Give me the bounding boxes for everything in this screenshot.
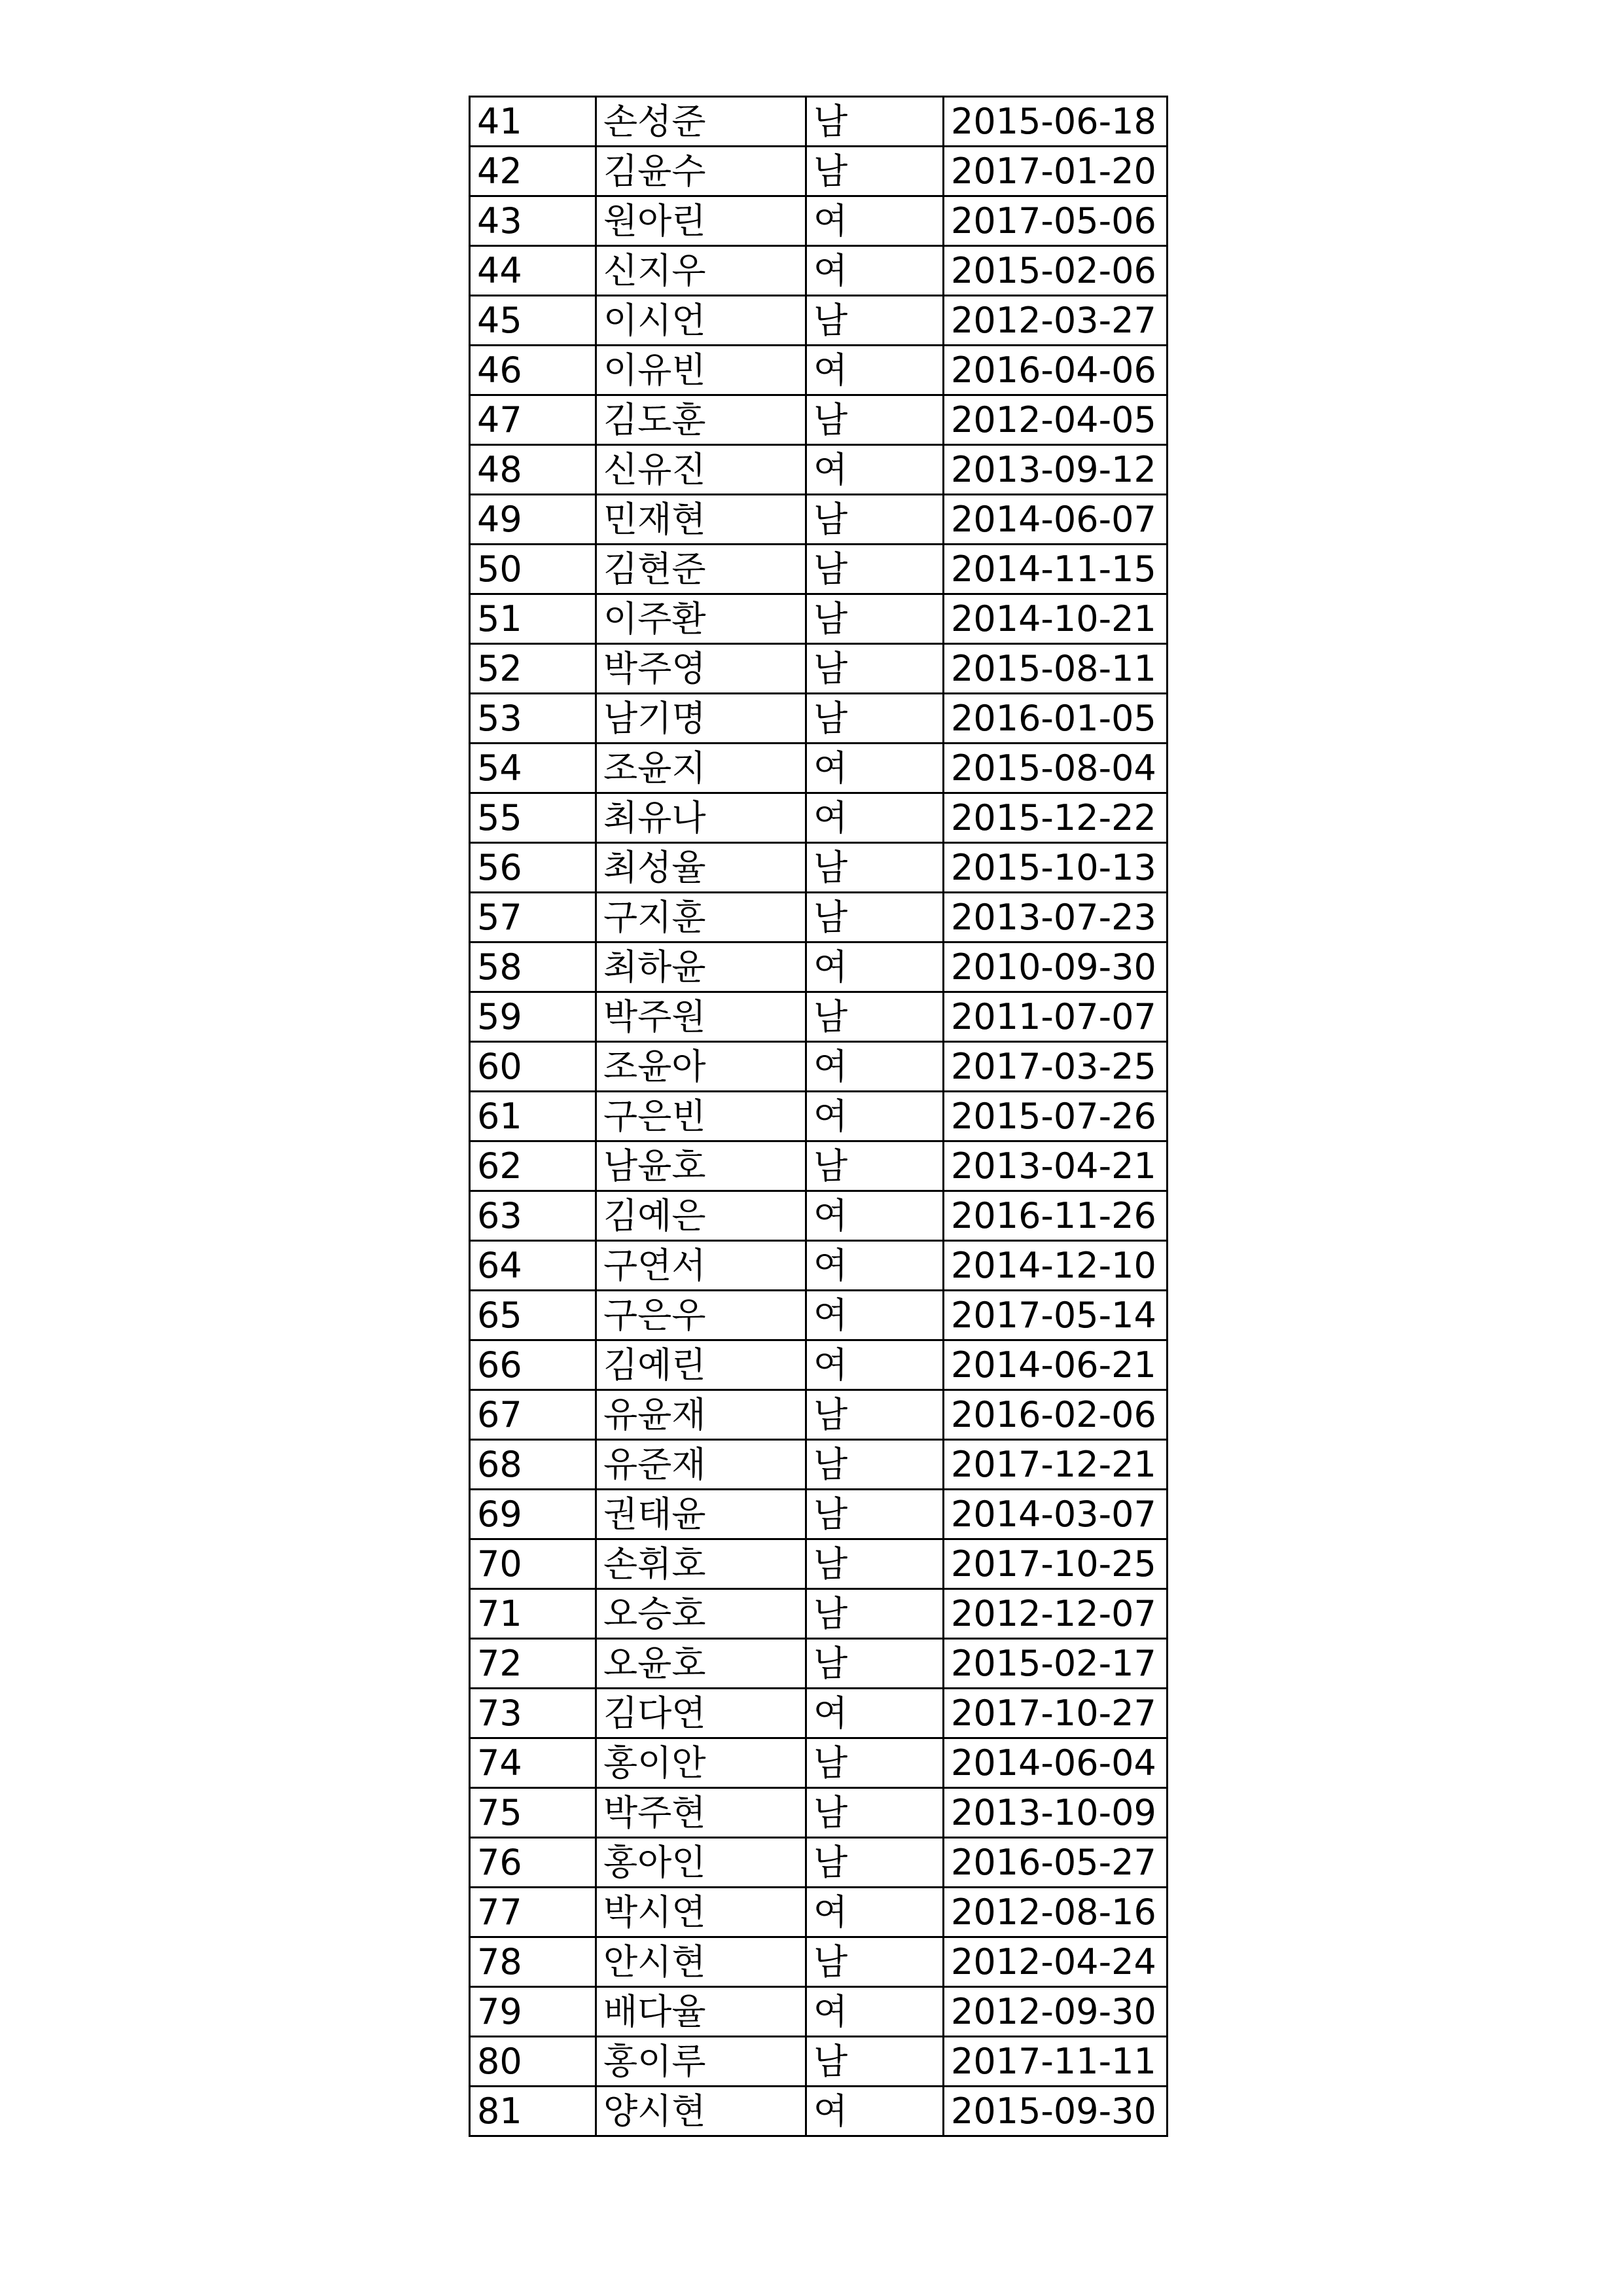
row-number-cell: 49 <box>470 495 596 545</box>
student-name-cell: 배다율 <box>596 1987 806 2037</box>
student-name-cell: 오윤호 <box>596 1639 806 1689</box>
birth-date-cell: 2017-03-25 <box>944 1042 1168 1092</box>
table-row <box>470 1291 1168 1340</box>
gender-cell: 여 <box>806 1092 944 1141</box>
student-name-cell: 홍이루 <box>596 2037 806 2087</box>
student-name-cell: 김현준 <box>596 545 806 594</box>
table-row <box>470 1191 1168 1241</box>
student-name-cell: 신유진 <box>596 445 806 495</box>
student-name-cell: 손휘호 <box>596 1539 806 1589</box>
gender-cell: 남 <box>806 147 944 196</box>
row-number-cell: 60 <box>470 1042 596 1092</box>
student-name-cell: 이유빈 <box>596 346 806 395</box>
student-name-cell: 손성준 <box>596 97 806 147</box>
table-row <box>470 1440 1168 1490</box>
table-row <box>470 1241 1168 1291</box>
table-row <box>470 2037 1168 2087</box>
row-number-cell: 71 <box>470 1589 596 1639</box>
table-row <box>470 346 1168 395</box>
gender-cell: 남 <box>806 1490 944 1539</box>
row-number-cell: 53 <box>470 694 596 744</box>
row-number-cell: 63 <box>470 1191 596 1241</box>
birth-date-cell: 2016-02-06 <box>944 1390 1168 1440</box>
birth-date-cell: 2017-10-27 <box>944 1689 1168 1738</box>
student-name-cell: 구지훈 <box>596 893 806 942</box>
gender-cell: 남 <box>806 1539 944 1589</box>
gender-cell: 남 <box>806 992 944 1042</box>
gender-cell: 남 <box>806 694 944 744</box>
table-row <box>470 744 1168 793</box>
gender-cell: 여 <box>806 196 944 246</box>
table-row <box>470 147 1168 196</box>
student-name-cell: 최유나 <box>596 793 806 843</box>
student-name-cell: 박주영 <box>596 644 806 694</box>
birth-date-cell: 2010-09-30 <box>944 942 1168 992</box>
row-number-cell: 78 <box>470 1937 596 1987</box>
row-number-cell: 48 <box>470 445 596 495</box>
birth-date-cell: 2017-12-21 <box>944 1440 1168 1490</box>
gender-cell: 남 <box>806 1838 944 1888</box>
gender-cell: 남 <box>806 893 944 942</box>
row-number-cell: 64 <box>470 1241 596 1291</box>
student-name-cell: 이시언 <box>596 296 806 346</box>
gender-cell: 여 <box>806 445 944 495</box>
gender-cell: 남 <box>806 843 944 893</box>
student-name-cell: 원아린 <box>596 196 806 246</box>
gender-cell: 남 <box>806 1141 944 1191</box>
birth-date-cell: 2015-06-18 <box>944 97 1168 147</box>
gender-cell: 남 <box>806 1390 944 1440</box>
student-name-cell: 구은빈 <box>596 1092 806 1141</box>
birth-date-cell: 2016-11-26 <box>944 1191 1168 1241</box>
birth-date-cell: 2013-09-12 <box>944 445 1168 495</box>
gender-cell: 남 <box>806 1440 944 1490</box>
student-name-cell: 박주현 <box>596 1788 806 1838</box>
student-name-cell: 박시연 <box>596 1888 806 1937</box>
gender-cell: 남 <box>806 545 944 594</box>
birth-date-cell: 2012-03-27 <box>944 296 1168 346</box>
row-number-cell: 46 <box>470 346 596 395</box>
gender-cell: 여 <box>806 1689 944 1738</box>
birth-date-cell: 2013-10-09 <box>944 1788 1168 1838</box>
row-number-cell: 47 <box>470 395 596 445</box>
gender-cell: 남 <box>806 1788 944 1838</box>
student-name-cell: 민재현 <box>596 495 806 545</box>
birth-date-cell: 2013-04-21 <box>944 1141 1168 1191</box>
student-name-cell: 양시현 <box>596 2087 806 2136</box>
row-number-cell: 66 <box>470 1340 596 1390</box>
table-row <box>470 1141 1168 1191</box>
student-name-cell: 김다연 <box>596 1689 806 1738</box>
birth-date-cell: 2014-11-15 <box>944 545 1168 594</box>
student-name-cell: 조윤아 <box>596 1042 806 1092</box>
birth-date-cell: 2012-04-24 <box>944 1937 1168 1987</box>
birth-date-cell: 2015-08-11 <box>944 644 1168 694</box>
birth-date-cell: 2016-04-06 <box>944 346 1168 395</box>
row-number-cell: 68 <box>470 1440 596 1490</box>
student-name-cell: 남윤호 <box>596 1141 806 1191</box>
table-row <box>470 246 1168 296</box>
birth-date-cell: 2014-06-21 <box>944 1340 1168 1390</box>
student-name-cell: 안시현 <box>596 1937 806 1987</box>
birth-date-cell: 2012-04-05 <box>944 395 1168 445</box>
roster-table <box>469 96 1168 2137</box>
row-number-cell: 57 <box>470 893 596 942</box>
table-row <box>470 1639 1168 1689</box>
birth-date-cell: 2011-07-07 <box>944 992 1168 1042</box>
gender-cell: 남 <box>806 1639 944 1689</box>
gender-cell: 남 <box>806 296 944 346</box>
student-name-cell: 최하윤 <box>596 942 806 992</box>
gender-cell: 여 <box>806 744 944 793</box>
birth-date-cell: 2014-06-04 <box>944 1738 1168 1788</box>
row-number-cell: 59 <box>470 992 596 1042</box>
student-name-cell: 권태윤 <box>596 1490 806 1539</box>
birth-date-cell: 2015-09-30 <box>944 2087 1168 2136</box>
student-name-cell: 유윤재 <box>596 1390 806 1440</box>
gender-cell: 여 <box>806 1042 944 1092</box>
table-row <box>470 445 1168 495</box>
table-row <box>470 1340 1168 1390</box>
student-name-cell: 김예은 <box>596 1191 806 1241</box>
gender-cell: 여 <box>806 793 944 843</box>
row-number-cell: 45 <box>470 296 596 346</box>
row-number-cell: 58 <box>470 942 596 992</box>
student-name-cell: 김예린 <box>596 1340 806 1390</box>
student-name-cell: 홍이안 <box>596 1738 806 1788</box>
birth-date-cell: 2017-05-06 <box>944 196 1168 246</box>
gender-cell: 여 <box>806 942 944 992</box>
birth-date-cell: 2015-08-04 <box>944 744 1168 793</box>
row-number-cell: 80 <box>470 2037 596 2087</box>
table-row <box>470 1042 1168 1092</box>
row-number-cell: 76 <box>470 1838 596 1888</box>
table-row <box>470 296 1168 346</box>
table-row <box>470 196 1168 246</box>
table-row <box>470 2087 1168 2136</box>
birth-date-cell: 2015-02-06 <box>944 246 1168 296</box>
gender-cell: 남 <box>806 2037 944 2087</box>
gender-cell: 남 <box>806 1589 944 1639</box>
table-row <box>470 694 1168 744</box>
student-name-cell: 유준재 <box>596 1440 806 1490</box>
birth-date-cell: 2015-10-13 <box>944 843 1168 893</box>
gender-cell: 여 <box>806 1291 944 1340</box>
student-name-cell: 김도훈 <box>596 395 806 445</box>
row-number-cell: 56 <box>470 843 596 893</box>
row-number-cell: 52 <box>470 644 596 694</box>
table-row <box>470 1838 1168 1888</box>
gender-cell: 남 <box>806 594 944 644</box>
row-number-cell: 67 <box>470 1390 596 1440</box>
row-number-cell: 50 <box>470 545 596 594</box>
student-name-cell: 김윤수 <box>596 147 806 196</box>
gender-cell: 여 <box>806 2087 944 2136</box>
row-number-cell: 73 <box>470 1689 596 1738</box>
student-name-cell: 박주원 <box>596 992 806 1042</box>
birth-date-cell: 2017-01-20 <box>944 147 1168 196</box>
row-number-cell: 44 <box>470 246 596 296</box>
row-number-cell: 72 <box>470 1639 596 1689</box>
row-number-cell: 65 <box>470 1291 596 1340</box>
birth-date-cell: 2013-07-23 <box>944 893 1168 942</box>
row-number-cell: 41 <box>470 97 596 147</box>
birth-date-cell: 2017-10-25 <box>944 1539 1168 1589</box>
roster-table-body <box>470 97 1168 2136</box>
table-row <box>470 992 1168 1042</box>
table-row <box>470 644 1168 694</box>
birth-date-cell: 2014-12-10 <box>944 1241 1168 1291</box>
birth-date-cell: 2014-06-07 <box>944 495 1168 545</box>
table-row <box>470 1888 1168 1937</box>
table-row <box>470 1937 1168 1987</box>
birth-date-cell: 2015-07-26 <box>944 1092 1168 1141</box>
row-number-cell: 77 <box>470 1888 596 1937</box>
table-row <box>470 1390 1168 1440</box>
table-row <box>470 793 1168 843</box>
table-row <box>470 843 1168 893</box>
table-row <box>470 1987 1168 2037</box>
student-name-cell: 홍아인 <box>596 1838 806 1888</box>
student-name-cell: 오승호 <box>596 1589 806 1639</box>
birth-date-cell: 2017-11-11 <box>944 2037 1168 2087</box>
birth-date-cell: 2017-05-14 <box>944 1291 1168 1340</box>
gender-cell: 남 <box>806 495 944 545</box>
row-number-cell: 74 <box>470 1738 596 1788</box>
birth-date-cell: 2012-08-16 <box>944 1888 1168 1937</box>
table-row <box>470 942 1168 992</box>
table-row <box>470 893 1168 942</box>
row-number-cell: 79 <box>470 1987 596 2037</box>
table-row <box>470 495 1168 545</box>
table-row <box>470 545 1168 594</box>
birth-date-cell: 2015-02-17 <box>944 1639 1168 1689</box>
row-number-cell: 62 <box>470 1141 596 1191</box>
table-row <box>470 594 1168 644</box>
row-number-cell: 51 <box>470 594 596 644</box>
birth-date-cell: 2012-09-30 <box>944 1987 1168 2037</box>
table-row <box>470 1490 1168 1539</box>
student-name-cell: 최성율 <box>596 843 806 893</box>
birth-date-cell: 2016-01-05 <box>944 694 1168 744</box>
row-number-cell: 43 <box>470 196 596 246</box>
row-number-cell: 54 <box>470 744 596 793</box>
gender-cell: 여 <box>806 1987 944 2037</box>
student-name-cell: 남기명 <box>596 694 806 744</box>
gender-cell: 여 <box>806 246 944 296</box>
row-number-cell: 81 <box>470 2087 596 2136</box>
student-name-cell: 이주환 <box>596 594 806 644</box>
birth-date-cell: 2014-03-07 <box>944 1490 1168 1539</box>
row-number-cell: 55 <box>470 793 596 843</box>
table-row <box>470 1539 1168 1589</box>
table-row <box>470 1738 1168 1788</box>
table-row <box>470 97 1168 147</box>
row-number-cell: 75 <box>470 1788 596 1838</box>
table-row <box>470 1788 1168 1838</box>
table-row <box>470 1689 1168 1738</box>
gender-cell: 남 <box>806 1738 944 1788</box>
student-name-cell: 신지우 <box>596 246 806 296</box>
gender-cell: 남 <box>806 395 944 445</box>
table-row <box>470 1092 1168 1141</box>
gender-cell: 남 <box>806 97 944 147</box>
row-number-cell: 69 <box>470 1490 596 1539</box>
gender-cell: 남 <box>806 644 944 694</box>
gender-cell: 여 <box>806 1241 944 1291</box>
gender-cell: 여 <box>806 346 944 395</box>
gender-cell: 여 <box>806 1191 944 1241</box>
student-name-cell: 구은우 <box>596 1291 806 1340</box>
student-name-cell: 구연서 <box>596 1241 806 1291</box>
table-row <box>470 1589 1168 1639</box>
gender-cell: 여 <box>806 1888 944 1937</box>
gender-cell: 남 <box>806 1937 944 1987</box>
table-row <box>470 395 1168 445</box>
row-number-cell: 70 <box>470 1539 596 1589</box>
row-number-cell: 61 <box>470 1092 596 1141</box>
birth-date-cell: 2016-05-27 <box>944 1838 1168 1888</box>
birth-date-cell: 2012-12-07 <box>944 1589 1168 1639</box>
birth-date-cell: 2014-10-21 <box>944 594 1168 644</box>
student-name-cell: 조윤지 <box>596 744 806 793</box>
birth-date-cell: 2015-12-22 <box>944 793 1168 843</box>
gender-cell: 여 <box>806 1340 944 1390</box>
row-number-cell: 42 <box>470 147 596 196</box>
